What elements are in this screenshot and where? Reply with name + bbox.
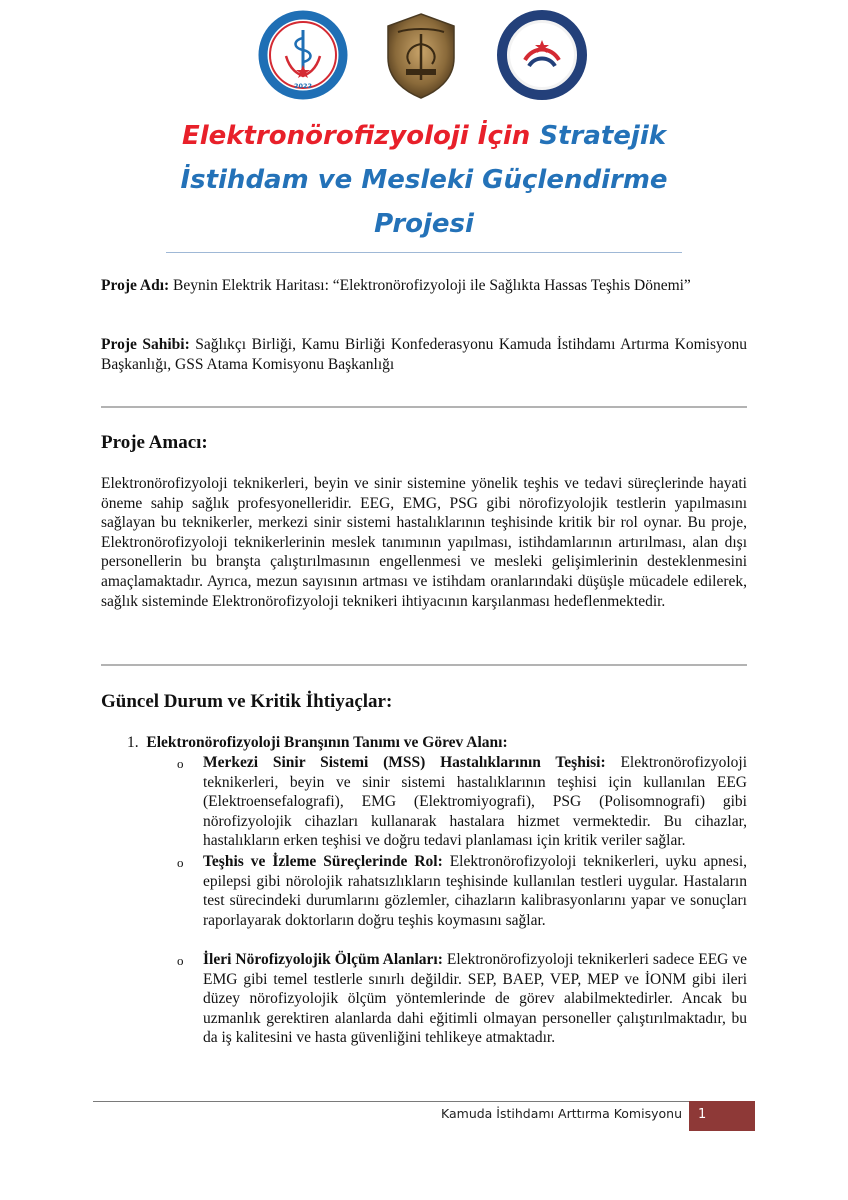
bullet-item <box>203 950 747 1048</box>
title-line-1 <box>0 114 848 158</box>
bullet-item-title: Teşhis ve İzleme Süreçlerinde Rol: <box>203 853 443 870</box>
footer-text: Kamuda İstihdamı Arttırma Komisyonu <box>441 1106 682 1121</box>
section-divider <box>101 664 747 666</box>
project-owner <box>101 335 747 374</box>
genc-saglik-sendikasi-logo <box>258 10 348 100</box>
title-line-3: Projesi <box>374 209 474 239</box>
project-name <box>101 276 747 296</box>
bullet-marker: o <box>177 953 184 968</box>
document-title <box>0 114 848 246</box>
section-divider <box>101 406 747 408</box>
title-red-part: Elektronörofizyoloji İçin <box>181 121 531 151</box>
bullet-item-title: İleri Nörofizyolojik Ölçüm Alanları: <box>203 951 443 968</box>
bullet-item-text: Elektronörofizyoloji teknikerleri, uyku apnesi, epilepsi gibi nörolojik rahatsızlıkların teşhisinde kullanılan testleri uygular. Hastaların test sürecindeki durumlarını gözlemler, cihazların kalibrasyonlarını yapar ve sonuçları raporlayarak doktorların doğru teşhis koymasını sağlar. <box>203 853 747 929</box>
project-owner-label: Proje Sahibi: <box>101 336 190 353</box>
title-blue-part: Stratejik <box>539 121 667 151</box>
purpose-heading: Proje Amacı: <box>101 432 208 453</box>
bullet-item <box>203 852 747 930</box>
project-owner-value: Sağlıkçı Birliği, Kamu Birliği Konfederasyonu Kamuda İstihdamı Artırma Komisyonu Başkanlığı, GSS Atama Komisyonu Başkanlığı <box>101 336 747 373</box>
bullet-item-text: Elektronörofizyoloji teknikerleri sadece EEG ve EMG gibi temel testlerle sınırlı değildir. SEP, BAEP, VEP, MEP ve İONM gibi ileri düzey nörofizyolojik ölçüm yöntemlerinde de görev alabilmektedirler. Ancak bu uzmanlık gerektiren alanlarda dahi eğitimli olmayan personeller çalıştırılmaktadır, bu da iş kalitesini ve hasta güvenliğini tehlikeye atmaktadır. <box>203 951 747 1047</box>
bullet-item <box>203 753 747 851</box>
page-number-badge <box>689 1101 755 1131</box>
bullet-marker: o <box>177 756 184 771</box>
list-item-title: Elektronörofizyoloji Branşının Tanımı ve Görev Alanı: <box>146 734 508 751</box>
list-item-number: 1. <box>127 734 139 751</box>
bullet-item-text: Elektronörofizyoloji teknikerleri, beyin ve sinir sistemi hastalıklarının teşhisi için kullanılan EEG (Elektroensefalografi), EMG (Elektromiyografi), PSG (Polisomnografi) gibi nörofizyolojik cihazları kullanarak hastalara hizmet vermektedir. Bu cihazlar, hastalıkların erken teşhisi ve doğru tedavi planlaması için kritik veriler sağlar. <box>203 754 748 850</box>
bullet-marker: o <box>177 855 184 870</box>
saglikci-birligi-logo <box>376 10 466 100</box>
title-line-2: İstihdam ve Mesleki Güçlendirme <box>180 165 668 195</box>
page-number: 1 <box>698 1107 707 1122</box>
logo-bar <box>0 10 848 102</box>
project-name-value: Beynin Elektrik Haritası: “Elektronörofizyoloji ile Sağlıkta Hassas Teşhis Dönemi” <box>173 277 691 294</box>
current-status-heading: Güncel Durum ve Kritik İhtiyaçlar: <box>101 691 393 712</box>
kamu-birligi-konfederasyonu-logo <box>497 10 587 100</box>
svg-text:2022: 2022 <box>293 82 313 90</box>
project-name-label: Proje Adı: <box>101 277 170 294</box>
list-item-1 <box>127 734 508 752</box>
title-divider <box>166 252 682 253</box>
bullet-item-title: Merkezi Sinir Sistemi (MSS) Hastalıklarının Teşhisi: <box>203 754 606 771</box>
footer-divider <box>93 1101 690 1102</box>
purpose-text: Elektronörofizyoloji teknikerleri, beyin ve sinir sistemine yönelik teşhis ve tedavi süreçlerinde hayati öneme sahip sağlık profesyonelleridir. EEG, EMG, PSG gibi nörofizyolojik testlerin yapılmasını sağlayan bu teknikerler, merkezi sinir sistemi hastalıklarının teşhisinde kritik bir rol oynar. Bu proje, Elektronörofizyoloji teknikerlerinin meslek tanımının yapılması, istihdamlarının artırılması, alan dışı personellerin bu branşta çalıştırılmasının engellenmesi ve mesleki gelişimlerinin desteklenmesini amaçlamaktadır. Ayrıca, mezun sayısının artması ve istihdam oranlarındaki düşüşle mücadele edilerek, sağlık sisteminde Elektronörofizyoloji teknikeri ihtiyacının karşılanması hedeflenmektedir. <box>101 475 747 610</box>
